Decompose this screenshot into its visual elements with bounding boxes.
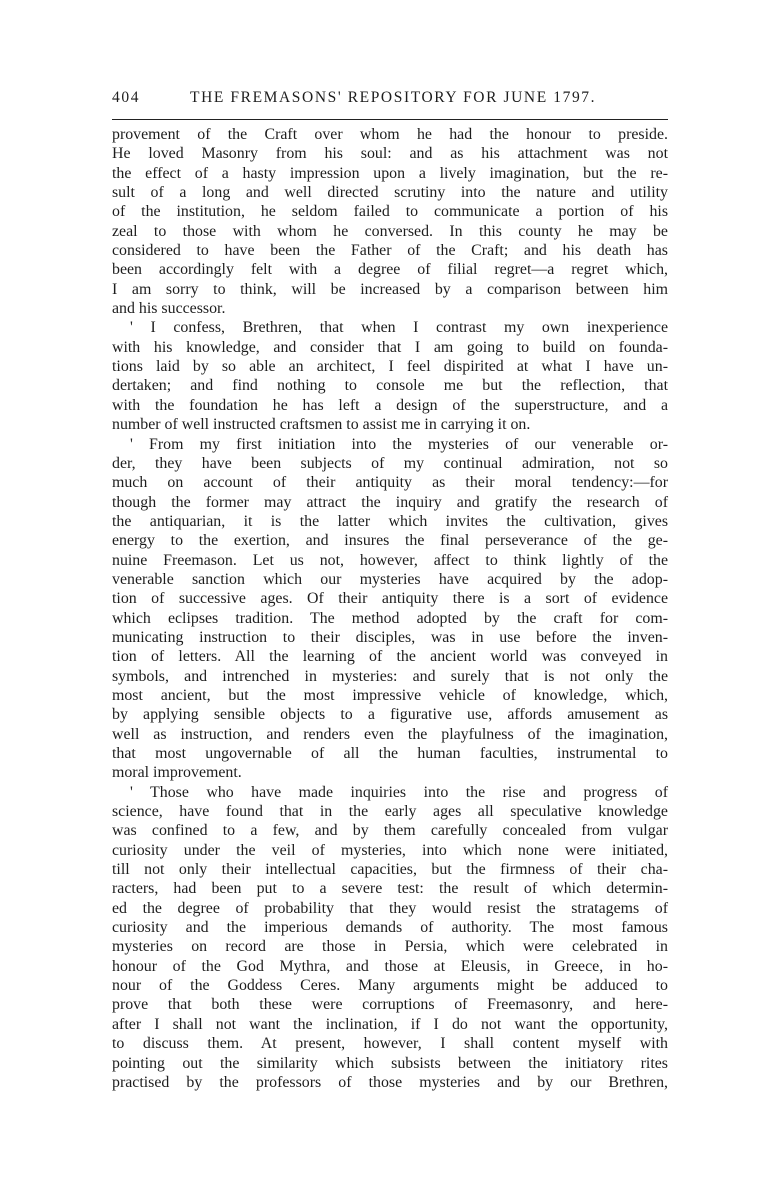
- page-number: 404: [112, 89, 141, 106]
- text-line: practised by the professors of those mysteries and by our Brethren,: [112, 1073, 668, 1091]
- text-line: tions laid by so able an architect, I feel dispirited at what I have un-: [112, 358, 668, 376]
- text-line: much on account of their antiquity as their moral tendency:—for: [112, 474, 668, 492]
- text-line: science, have found that in the early ages all speculative knowledge: [112, 803, 668, 821]
- text-line: moral improvement.: [112, 764, 242, 782]
- text-line: with the foundation he has left a design of the superstructure, and a: [112, 396, 668, 414]
- text-line: considered to have been the Father of the Craft; and his death has: [112, 242, 668, 260]
- text-line: sult of a long and well directed scrutiny into the nature and utility: [112, 184, 668, 202]
- text-line: symbols, and intrenched in mysteries: and surely that is not only the: [112, 667, 668, 685]
- text-line: with his knowledge, and consider that I am going to build on founda-: [112, 338, 668, 356]
- text-line: and his successor.: [112, 300, 226, 318]
- text-line: curiosity under the veil of mysteries, into which none were initiated,: [112, 841, 668, 859]
- text-line: most ancient, but the most impressive vehicle of knowledge, which,: [112, 686, 668, 704]
- body-text: [112, 125, 668, 1092]
- text-line: municating instruction to their disciples, was in use before the inven-: [112, 628, 668, 646]
- text-line: ' I confess, Brethren, that when I contrast my own inexperience: [130, 319, 668, 337]
- text-line: mysteries on record are those in Persia, which were celebrated in: [112, 938, 668, 956]
- text-line: tion of letters. All the learning of the ancient world was conveyed in: [112, 648, 668, 666]
- text-line: I am sorry to think, will be increased by a comparison between him: [112, 280, 668, 298]
- text-line: zeal to those with whom he conversed. In this county he may be: [112, 222, 668, 240]
- text-line: well as instruction, and renders even the playfulness of the imagination,: [112, 725, 668, 743]
- text-line: honour of the God Mythra, and those at Eleusis, in Greece, in ho-: [112, 957, 668, 975]
- text-line: after I shall not want the inclination, if I do not want the opportunity,: [112, 1015, 668, 1033]
- text-line: till not only their intellectual capacities, but the firmness of their cha-: [112, 861, 668, 879]
- text-line: number of well instructed craftsmen to assist me in carrying it on.: [112, 416, 531, 434]
- text-line: energy to the exertion, and insures the final perseverance of the ge-: [112, 532, 668, 550]
- header-rule: [112, 119, 668, 120]
- text-line: venerable sanction which our mysteries have acquired by the adop-: [112, 570, 668, 588]
- running-title: THE FREMASONS' REPOSITORY FOR JUNE 1797.: [190, 89, 597, 106]
- text-line: ed the degree of probability that they would resist the stratagems of: [112, 899, 668, 917]
- text-line: dertaken; and find nothing to console me but the reflection, that: [112, 377, 668, 395]
- text-line: der, they have been subjects of my continual admiration, not so: [112, 454, 668, 472]
- text-line: prove that both these were corruptions of Freemasonry, and here-: [112, 996, 668, 1014]
- text-line: He loved Masonry from his soul: and as his attachment was not: [112, 145, 668, 163]
- text-line: nuine Freemason. Let us not, however, affect to think lightly of the: [112, 551, 668, 569]
- text-line: pointing out the similarity which subsists between the initiatory rites: [112, 1054, 668, 1072]
- text-line: by applying sensible objects to a figurative use, affords amusement as: [112, 706, 668, 724]
- text-line: curiosity and the imperious demands of authority. The most famous: [112, 919, 668, 937]
- text-line: was confined to a few, and by them carefully concealed from vulgar: [112, 822, 668, 840]
- running-head: [112, 86, 668, 112]
- text-line: which eclipses tradition. The method adopted by the craft for com-: [112, 609, 668, 627]
- text-line: racters, had been put to a severe test: the result of which determin-: [112, 880, 668, 898]
- text-line: tion of successive ages. Of their antiquity there is a sort of evidence: [112, 590, 668, 608]
- text-line: the effect of a hasty impression upon a lively imagination, but the re-: [112, 164, 668, 182]
- text-line: ' Those who have made inquiries into the rise and progress of: [130, 783, 668, 801]
- text-line: of the institution, he seldom failed to communicate a portion of his: [112, 203, 668, 221]
- text-line: the antiquarian, it is the latter which invites the cultivation, gives: [112, 512, 668, 530]
- text-line: though the former may attract the inquiry and gratify the research of: [112, 493, 668, 511]
- text-line: provement of the Craft over whom he had the honour to preside.: [112, 126, 668, 143]
- text-line: that most ungovernable of all the human faculties, instrumental to: [112, 745, 668, 762]
- text-line: to discuss them. At present, however, I shall content myself with: [112, 1035, 668, 1053]
- text-line: nour of the Goddess Ceres. Many arguments might be adduced to: [112, 977, 668, 995]
- text-line: ' From my first initiation into the mysteries of our venerable or-: [130, 435, 668, 453]
- text-line: been accordingly felt with a degree of filial regret—a regret which,: [112, 261, 668, 279]
